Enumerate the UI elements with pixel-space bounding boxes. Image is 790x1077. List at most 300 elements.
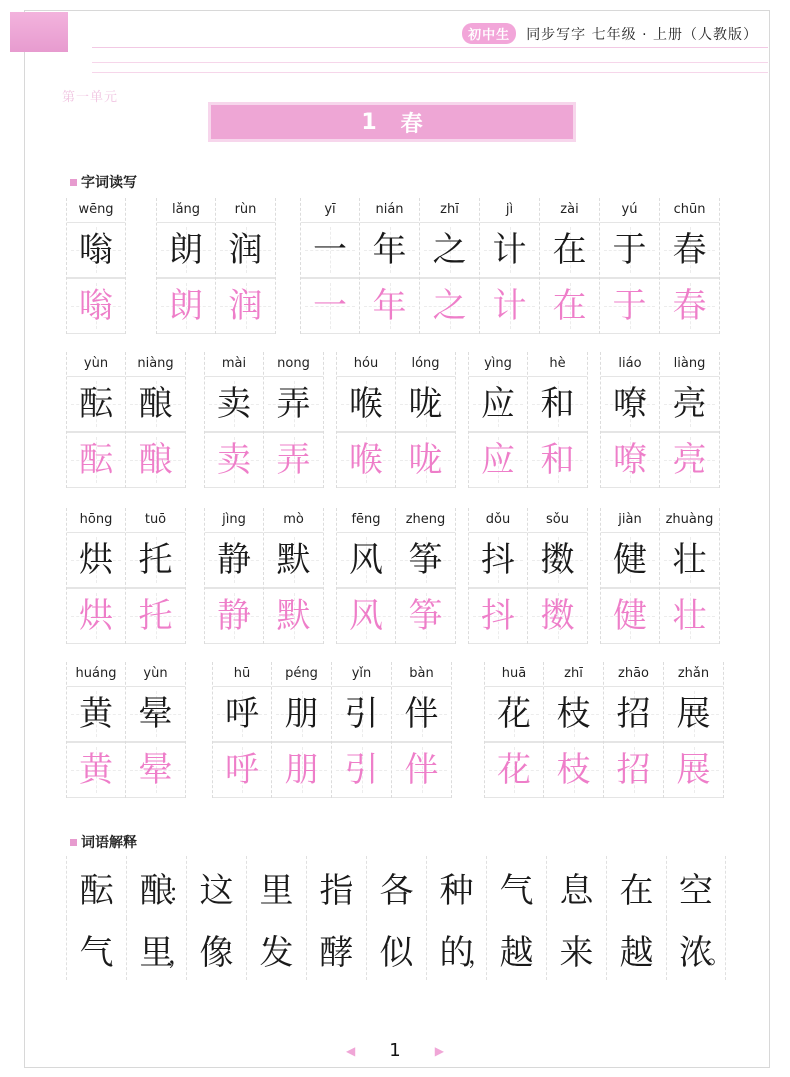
model-character: 招 [616, 694, 651, 734]
trace-character: 应 [481, 440, 515, 480]
model-char-box [604, 686, 663, 742]
trace-character: 伴 [404, 750, 439, 790]
definition-character: 来 [559, 932, 594, 973]
char-cell [528, 508, 588, 644]
pinyin-label: zài [560, 202, 579, 217]
definition-character: 里 [259, 870, 294, 911]
pinyin-label: huáng [75, 666, 117, 681]
trace-character: 润 [228, 286, 263, 326]
pinyin-label: péng [285, 666, 318, 681]
word-group [212, 662, 452, 798]
model-char-box [469, 532, 527, 588]
trace-character: 抖 [481, 596, 515, 636]
trace-character: 晕 [138, 750, 173, 790]
section-heading-words [70, 172, 137, 192]
definition-character: 酵 [319, 932, 354, 973]
corner-tab [10, 12, 68, 52]
char-cell [484, 662, 544, 798]
word-group [66, 352, 186, 488]
char-cell [126, 352, 186, 488]
model-character: 托 [138, 540, 173, 580]
definition-character: 种 [439, 870, 474, 911]
char-cell [468, 508, 528, 644]
definition-char-cell [66, 918, 126, 980]
pinyin-label: fēng [351, 512, 381, 527]
model-char-box [528, 532, 587, 588]
page-footer [340, 1040, 450, 1061]
model-char-box [601, 376, 659, 432]
model-character: 酿 [138, 384, 173, 424]
pinyin-label: zheng [405, 512, 446, 527]
trace-character: 托 [138, 596, 173, 636]
word-group [600, 508, 720, 644]
model-character: 酝 [79, 384, 113, 424]
model-char-box [216, 222, 275, 278]
word-group [484, 662, 724, 798]
definition-char-cell [486, 856, 546, 918]
page-header [92, 20, 768, 48]
char-cell [392, 662, 452, 798]
definition-line-1 [66, 856, 726, 918]
pinyin-label: jiàn [618, 512, 642, 527]
pinyin-label: wēng [78, 202, 114, 217]
pinyin-label: zhī [564, 666, 583, 681]
model-char-box [67, 376, 125, 432]
model-char-box [540, 222, 599, 278]
pinyin-label: nián [375, 202, 404, 217]
char-cell [360, 198, 420, 334]
pinyin-label: hè [549, 356, 566, 371]
model-char-box [544, 686, 603, 742]
char-cell [336, 508, 396, 644]
char-cell [660, 198, 720, 334]
model-char-box [392, 686, 451, 742]
trace-char-box [301, 278, 359, 334]
trace-char-box [264, 588, 323, 644]
definition-char-cell [606, 918, 666, 980]
word-group [468, 508, 588, 644]
model-character: 烘 [79, 540, 113, 580]
trace-character: 一 [313, 286, 347, 326]
trace-character: 喉 [349, 440, 383, 480]
char-cell [600, 352, 660, 488]
model-character: 伴 [404, 694, 439, 734]
pinyin-label: yī [324, 202, 336, 217]
trace-char-box [337, 432, 395, 488]
char-cell [300, 198, 360, 334]
trace-character: 和 [540, 440, 575, 480]
model-character: 应 [481, 384, 515, 424]
trace-character: 引 [344, 750, 379, 790]
char-cell [216, 198, 276, 334]
trace-char-box [126, 588, 185, 644]
trace-character: 之 [432, 286, 467, 326]
char-cell [204, 352, 264, 488]
model-char-box [301, 222, 359, 278]
model-char-box [660, 222, 719, 278]
header-rule-2 [92, 72, 768, 73]
char-cell [420, 198, 480, 334]
pinyin-label: yú [621, 202, 638, 217]
char-cell [396, 508, 456, 644]
model-character: 咙 [408, 384, 443, 424]
lesson-title: 春 [400, 111, 423, 137]
trace-char-box [213, 742, 271, 798]
char-cell [540, 198, 600, 334]
pinyin-label: zhāo [618, 666, 649, 681]
definition-character: 空 [679, 870, 713, 911]
definition-char-cell [186, 856, 246, 918]
model-character: 弄 [276, 384, 311, 424]
pinyin-label: hū [233, 666, 251, 681]
definition-char-cell [66, 856, 126, 918]
trace-character: 枝 [556, 750, 591, 790]
trace-character: 朋 [284, 750, 319, 790]
trace-char-box [660, 432, 719, 488]
model-character: 黄 [79, 694, 113, 734]
model-char-box [396, 376, 455, 432]
unit-label: 第一单元 [62, 90, 119, 105]
definition-char-cell [546, 918, 606, 980]
trace-character: 呼 [225, 750, 259, 790]
definition-char-cell [486, 918, 546, 980]
model-character: 喉 [349, 384, 383, 424]
lesson-banner [208, 102, 576, 142]
trace-char-box [157, 278, 215, 334]
char-cell [126, 662, 186, 798]
trace-char-box [664, 742, 723, 798]
char-cell [480, 198, 540, 334]
pinyin-label: lóng [411, 356, 440, 371]
trace-char-box [600, 278, 659, 334]
trace-character: 酝 [79, 440, 113, 480]
pinyin-label: yùn [83, 356, 109, 371]
punctuation-mark: ， [468, 941, 492, 969]
model-character: 嗡 [79, 230, 113, 270]
trace-char-box [332, 742, 391, 798]
trace-char-box [396, 432, 455, 488]
section-heading-explanation [70, 832, 137, 852]
definition-character: 像 [199, 932, 234, 973]
trace-character: 春 [672, 286, 707, 326]
model-char-box [205, 376, 263, 432]
char-cell [336, 352, 396, 488]
trace-char-box [485, 742, 543, 798]
model-char-box [264, 376, 323, 432]
trace-char-box [67, 432, 125, 488]
definition-character: 越 [499, 932, 534, 973]
model-char-box [337, 532, 395, 588]
trace-char-box [660, 278, 719, 334]
model-character: 和 [540, 384, 575, 424]
prev-arrow-icon: ◀ [346, 1043, 356, 1058]
pinyin-label: chūn [673, 202, 706, 217]
model-char-box [272, 686, 331, 742]
model-character: 于 [612, 230, 647, 270]
char-cell [156, 198, 216, 334]
definition-character: 酝 [79, 870, 114, 911]
model-character: 卖 [217, 384, 251, 424]
trace-char-box [480, 278, 539, 334]
model-char-box [213, 686, 271, 742]
trace-char-box [544, 742, 603, 798]
definition-character: 在 [619, 870, 654, 911]
model-char-box [337, 376, 395, 432]
model-char-box [660, 376, 719, 432]
model-char-box [126, 532, 185, 588]
trace-char-box [205, 588, 263, 644]
definition-char-cell [426, 856, 486, 918]
model-char-box [396, 532, 455, 588]
trace-char-box [660, 588, 719, 644]
pinyin-label: sǒu [546, 512, 569, 527]
definition-char-cell [426, 918, 492, 980]
definition-character: 气 [79, 932, 114, 973]
trace-char-box [392, 742, 451, 798]
trace-character: 静 [217, 596, 251, 636]
pinyin-label: zhǎn [677, 666, 710, 681]
trace-character: 弄 [276, 440, 311, 480]
char-cell [272, 662, 332, 798]
model-char-box [67, 532, 125, 588]
definition-character: 这 [199, 870, 234, 911]
definition-line-2 [66, 918, 731, 980]
trace-char-box [601, 432, 659, 488]
header-rule [92, 62, 768, 63]
model-character: 花 [497, 694, 531, 734]
model-character: 筝 [408, 540, 443, 580]
model-char-box [126, 376, 185, 432]
definition-char-cell [306, 918, 366, 980]
trace-character: 筝 [408, 596, 443, 636]
char-cell [66, 662, 126, 798]
model-character: 计 [492, 230, 527, 270]
definition-char-cell [306, 856, 366, 918]
pinyin-label: mò [283, 512, 304, 527]
char-cell [604, 662, 664, 798]
model-character: 风 [349, 540, 383, 580]
word-group [336, 352, 456, 488]
model-character: 之 [432, 230, 467, 270]
word-group [204, 508, 324, 644]
pinyin-label: lǎng [171, 202, 201, 217]
definition-character: 气 [499, 870, 534, 911]
trace-character: 擞 [540, 596, 575, 636]
char-cell [396, 352, 456, 488]
model-character: 亮 [672, 384, 707, 424]
definition-character: 浓 [679, 932, 713, 973]
definition-char-cell [666, 856, 726, 918]
char-cell [528, 352, 588, 488]
model-character: 呼 [225, 694, 259, 734]
trace-char-box [604, 742, 663, 798]
punctuation-mark: ： [168, 879, 192, 907]
trace-character: 酿 [138, 440, 173, 480]
book-title: 同步写字 七年级 · 上册（人教版） [526, 26, 758, 43]
pinyin-label: zhī [440, 202, 459, 217]
trace-char-box [337, 588, 395, 644]
trace-character: 于 [612, 286, 647, 326]
model-char-box [485, 686, 543, 742]
model-char-box [480, 222, 539, 278]
definition-char-cell [246, 918, 306, 980]
char-cell [264, 352, 324, 488]
model-char-box [420, 222, 479, 278]
definition-character: 越 [619, 932, 654, 973]
trace-char-box [540, 278, 599, 334]
pinyin-label: hóu [353, 356, 379, 371]
trace-char-box [126, 432, 185, 488]
definition-char-cell [666, 918, 731, 980]
trace-character: 展 [676, 750, 711, 790]
definition-character: 里 [139, 932, 174, 973]
char-cell [66, 508, 126, 644]
trace-character: 风 [349, 596, 383, 636]
model-character: 默 [276, 540, 311, 580]
trace-character: 嘹 [613, 440, 647, 480]
trace-character: 朗 [169, 286, 203, 326]
model-char-box [67, 222, 125, 278]
pinyin-label: tuō [144, 512, 167, 527]
model-character: 引 [344, 694, 379, 734]
model-char-box [264, 532, 323, 588]
model-character: 擞 [540, 540, 575, 580]
punctuation-mark: 。 [707, 941, 731, 969]
word-group [300, 198, 720, 334]
definition-character: 指 [319, 870, 354, 911]
definition-character: 各 [379, 870, 414, 911]
model-character: 嘹 [613, 384, 647, 424]
trace-character: 亮 [672, 440, 707, 480]
pinyin-label: yùn [143, 666, 168, 681]
definition-char-cell [246, 856, 306, 918]
trace-char-box [469, 432, 527, 488]
model-char-box [205, 532, 263, 588]
model-char-box [660, 532, 719, 588]
model-character: 朋 [284, 694, 319, 734]
trace-character: 花 [497, 750, 531, 790]
char-cell [264, 508, 324, 644]
model-character: 年 [372, 230, 407, 270]
trace-char-box [528, 432, 587, 488]
pinyin-label: jì [505, 202, 514, 217]
model-character: 展 [676, 694, 711, 734]
definition-char-cell [186, 918, 246, 980]
model-character: 润 [228, 230, 263, 270]
pinyin-label: rùn [234, 202, 257, 217]
definition-char-cell [366, 856, 426, 918]
trace-char-box [67, 742, 125, 798]
trace-character: 黄 [79, 750, 113, 790]
section-title: 字词读写 [81, 175, 137, 191]
trace-character: 年 [372, 286, 407, 326]
model-character: 春 [672, 230, 707, 270]
word-group [66, 198, 126, 334]
trace-char-box [205, 432, 263, 488]
model-character: 抖 [481, 540, 515, 580]
char-cell [126, 508, 186, 644]
trace-character: 招 [616, 750, 651, 790]
trace-char-box [264, 432, 323, 488]
word-group [600, 352, 720, 488]
bullet-square-icon [70, 839, 77, 846]
model-character: 枝 [556, 694, 591, 734]
model-char-box [664, 686, 723, 742]
pinyin-label: yǐn [351, 666, 372, 681]
series-badge: 初中生 [462, 23, 516, 44]
definition-character: 酿 [139, 870, 174, 911]
model-char-box [601, 532, 659, 588]
pinyin-label: niàng [137, 356, 174, 371]
page-number: 1 [389, 1040, 401, 1061]
pinyin-label: jìng [222, 512, 246, 527]
char-cell [468, 352, 528, 488]
char-cell [660, 352, 720, 488]
word-group [336, 508, 456, 644]
model-character: 静 [217, 540, 251, 580]
trace-character: 默 [276, 596, 311, 636]
trace-char-box [272, 742, 331, 798]
model-character: 一 [313, 230, 347, 270]
definition-char-cell [606, 856, 666, 918]
trace-character: 在 [552, 286, 587, 326]
trace-character: 壮 [672, 596, 707, 636]
char-cell [212, 662, 272, 798]
trace-char-box [601, 588, 659, 644]
char-cell [664, 662, 724, 798]
trace-char-box [67, 588, 125, 644]
model-char-box [332, 686, 391, 742]
next-arrow-icon: ▶ [434, 1043, 444, 1058]
word-group [66, 508, 186, 644]
pinyin-label: huā [501, 666, 527, 681]
model-char-box [157, 222, 215, 278]
char-cell [600, 508, 660, 644]
char-cell [544, 662, 604, 798]
model-character: 壮 [672, 540, 707, 580]
definition-character: 的 [439, 932, 474, 973]
model-character: 朗 [169, 230, 203, 270]
trace-character: 健 [613, 596, 647, 636]
definition-char-cell [126, 856, 192, 918]
pinyin-label: liáo [618, 356, 642, 371]
model-character: 健 [613, 540, 647, 580]
pinyin-label: zhuàng [665, 512, 714, 527]
trace-character: 计 [492, 286, 527, 326]
definition-character: 似 [379, 932, 414, 973]
pinyin-label: hōng [79, 512, 113, 527]
pinyin-label: nong [277, 356, 310, 371]
word-group [468, 352, 588, 488]
lesson-number: 1 [361, 109, 377, 135]
definition-char-cell [366, 918, 426, 980]
char-cell [204, 508, 264, 644]
model-char-box [360, 222, 419, 278]
pinyin-label: bàn [409, 666, 434, 681]
word-group [156, 198, 276, 334]
bullet-square-icon [70, 179, 77, 186]
trace-char-box [528, 588, 587, 644]
word-group [204, 352, 324, 488]
char-cell [660, 508, 720, 644]
trace-char-box [67, 278, 125, 334]
definition-char-cell [546, 856, 606, 918]
char-cell [332, 662, 392, 798]
char-cell [600, 198, 660, 334]
trace-character: 卖 [217, 440, 251, 480]
word-group [66, 662, 186, 798]
model-char-box [67, 686, 125, 742]
